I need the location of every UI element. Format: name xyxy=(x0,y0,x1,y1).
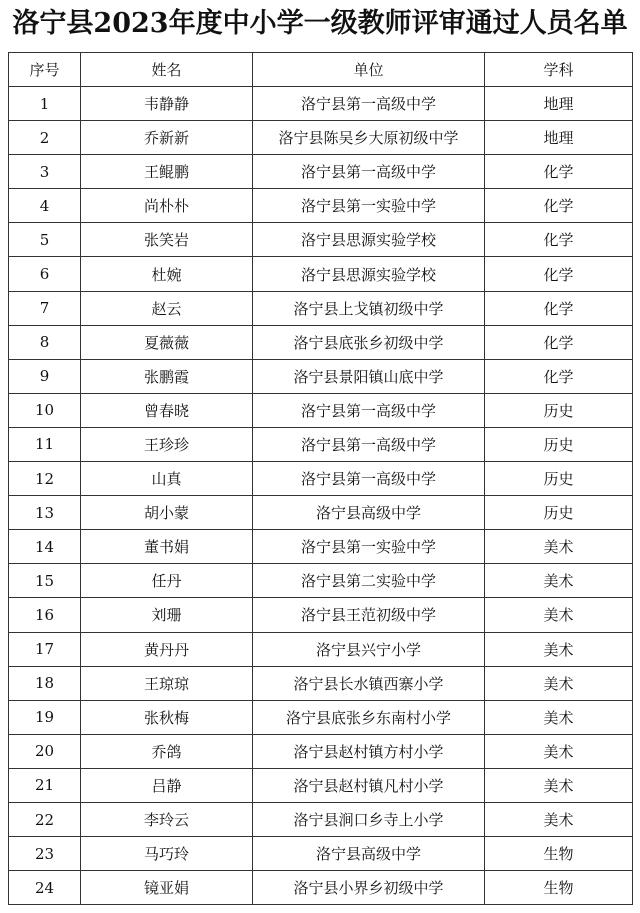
name-cell: 乔新新 xyxy=(81,121,253,155)
header-cell-subject: 学科 xyxy=(485,53,633,87)
unit-cell: 洛宁县底张乡东南村小学 xyxy=(253,700,485,734)
table-row xyxy=(9,837,633,871)
row-index-cell: 7 xyxy=(9,291,81,325)
table-row xyxy=(9,427,633,461)
table-header xyxy=(9,53,633,87)
subject-cell: 化学 xyxy=(485,189,633,223)
subject-cell: 美术 xyxy=(485,666,633,700)
table-row xyxy=(9,564,633,598)
unit-cell: 洛宁县思源实验学校 xyxy=(253,257,485,291)
row-index-cell: 16 xyxy=(9,598,81,632)
row-index-cell: 13 xyxy=(9,496,81,530)
table-row xyxy=(9,632,633,666)
name-cell: 王鲲鹏 xyxy=(81,155,253,189)
row-index-cell: 17 xyxy=(9,632,81,666)
row-index-cell: 23 xyxy=(9,837,81,871)
name-cell: 赵云 xyxy=(81,291,253,325)
name-cell: 吕静 xyxy=(81,768,253,802)
name-cell: 张鹏霞 xyxy=(81,359,253,393)
row-index-cell: 3 xyxy=(9,155,81,189)
unit-cell: 洛宁县第二实验中学 xyxy=(253,564,485,598)
subject-cell: 美术 xyxy=(485,530,633,564)
row-index-cell: 5 xyxy=(9,223,81,257)
unit-cell: 洛宁县陈吴乡大原初级中学 xyxy=(253,121,485,155)
unit-cell: 洛宁县长水镇西寨小学 xyxy=(253,666,485,700)
unit-cell: 洛宁县赵村镇方村小学 xyxy=(253,734,485,768)
unit-cell: 洛宁县景阳镇山底中学 xyxy=(253,359,485,393)
name-cell: 董书娟 xyxy=(81,530,253,564)
row-index-cell: 20 xyxy=(9,734,81,768)
unit-cell: 洛宁县小界乡初级中学 xyxy=(253,871,485,905)
table-row xyxy=(9,871,633,905)
subject-cell: 地理 xyxy=(485,121,633,155)
subject-cell: 化学 xyxy=(485,223,633,257)
row-index-cell: 9 xyxy=(9,359,81,393)
name-cell: 任丹 xyxy=(81,564,253,598)
header-cell-name: 姓名 xyxy=(81,53,253,87)
subject-cell: 美术 xyxy=(485,598,633,632)
row-index-cell: 24 xyxy=(9,871,81,905)
name-cell: 曾春晓 xyxy=(81,393,253,427)
row-index-cell: 21 xyxy=(9,768,81,802)
row-index-cell: 10 xyxy=(9,393,81,427)
header-cell-index: 序号 xyxy=(9,53,81,87)
table-row xyxy=(9,393,633,427)
row-index-cell: 22 xyxy=(9,802,81,836)
name-cell: 杜婉 xyxy=(81,257,253,291)
unit-cell: 洛宁县第一高级中学 xyxy=(253,155,485,189)
table-row xyxy=(9,598,633,632)
subject-cell: 历史 xyxy=(485,462,633,496)
row-index-cell: 11 xyxy=(9,427,81,461)
row-index-cell: 18 xyxy=(9,666,81,700)
unit-cell: 洛宁县思源实验学校 xyxy=(253,223,485,257)
table-row xyxy=(9,496,633,530)
subject-cell: 化学 xyxy=(485,155,633,189)
unit-cell: 洛宁县第一高级中学 xyxy=(253,427,485,461)
name-cell: 夏薇薇 xyxy=(81,325,253,359)
header-cell-unit: 单位 xyxy=(253,53,485,87)
subject-cell: 生物 xyxy=(485,871,633,905)
unit-cell: 洛宁县第一实验中学 xyxy=(253,530,485,564)
name-cell: 山真 xyxy=(81,462,253,496)
table-row xyxy=(9,768,633,802)
table-row xyxy=(9,121,633,155)
document-title: 洛宁县2023年度中小学一级教师评审通过人员名单 xyxy=(12,8,628,39)
table-row xyxy=(9,189,633,223)
name-cell: 尚朴朴 xyxy=(81,189,253,223)
subject-cell: 化学 xyxy=(485,257,633,291)
subject-cell: 生物 xyxy=(485,837,633,871)
subject-cell: 历史 xyxy=(485,427,633,461)
subject-cell: 化学 xyxy=(485,291,633,325)
subject-cell: 美术 xyxy=(485,768,633,802)
row-index-cell: 4 xyxy=(9,189,81,223)
row-index-cell: 1 xyxy=(9,87,81,121)
unit-cell: 洛宁县第一高级中学 xyxy=(253,462,485,496)
table-row xyxy=(9,155,633,189)
row-index-cell: 6 xyxy=(9,257,81,291)
row-index-cell: 19 xyxy=(9,700,81,734)
unit-cell: 洛宁县赵村镇凡村小学 xyxy=(253,768,485,802)
row-index-cell: 12 xyxy=(9,462,81,496)
row-index-cell: 15 xyxy=(9,564,81,598)
name-cell: 张秋梅 xyxy=(81,700,253,734)
name-cell: 韦静静 xyxy=(81,87,253,121)
name-cell: 黄丹丹 xyxy=(81,632,253,666)
subject-cell: 历史 xyxy=(485,393,633,427)
subject-cell: 美术 xyxy=(485,564,633,598)
table-row xyxy=(9,530,633,564)
table-row xyxy=(9,291,633,325)
name-cell: 王琼琼 xyxy=(81,666,253,700)
name-cell: 胡小蒙 xyxy=(81,496,253,530)
unit-cell: 洛宁县高级中学 xyxy=(253,837,485,871)
name-cell: 李玲云 xyxy=(81,802,253,836)
subject-cell: 化学 xyxy=(485,359,633,393)
name-cell: 镜亚娟 xyxy=(81,871,253,905)
unit-cell: 洛宁县上戈镇初级中学 xyxy=(253,291,485,325)
subject-cell: 美术 xyxy=(485,632,633,666)
unit-cell: 洛宁县王范初级中学 xyxy=(253,598,485,632)
roster-table xyxy=(8,52,633,905)
name-cell: 乔鸽 xyxy=(81,734,253,768)
table-row xyxy=(9,325,633,359)
name-cell: 刘珊 xyxy=(81,598,253,632)
subject-cell: 美术 xyxy=(485,734,633,768)
unit-cell: 洛宁县高级中学 xyxy=(253,496,485,530)
table-row xyxy=(9,700,633,734)
row-index-cell: 8 xyxy=(9,325,81,359)
unit-cell: 洛宁县第一实验中学 xyxy=(253,189,485,223)
subject-cell: 地理 xyxy=(485,87,633,121)
subject-cell: 化学 xyxy=(485,325,633,359)
name-cell: 马巧玲 xyxy=(81,837,253,871)
unit-cell: 洛宁县第一高级中学 xyxy=(253,87,485,121)
row-index-cell: 14 xyxy=(9,530,81,564)
unit-cell: 洛宁县底张乡初级中学 xyxy=(253,325,485,359)
subject-cell: 美术 xyxy=(485,700,633,734)
table-row xyxy=(9,87,633,121)
row-index-cell: 2 xyxy=(9,121,81,155)
table-row xyxy=(9,462,633,496)
unit-cell: 洛宁县兴宁小学 xyxy=(253,632,485,666)
name-cell: 王珍珍 xyxy=(81,427,253,461)
subject-cell: 历史 xyxy=(485,496,633,530)
table-row xyxy=(9,257,633,291)
unit-cell: 洛宁县第一高级中学 xyxy=(253,393,485,427)
unit-cell: 洛宁县涧口乡寺上小学 xyxy=(253,802,485,836)
table-row xyxy=(9,802,633,836)
table-row xyxy=(9,223,633,257)
subject-cell: 美术 xyxy=(485,802,633,836)
header-row xyxy=(9,53,633,87)
name-cell: 张笑岩 xyxy=(81,223,253,257)
table-row xyxy=(9,666,633,700)
table-row xyxy=(9,359,633,393)
table-body xyxy=(9,87,633,905)
table-row xyxy=(9,734,633,768)
